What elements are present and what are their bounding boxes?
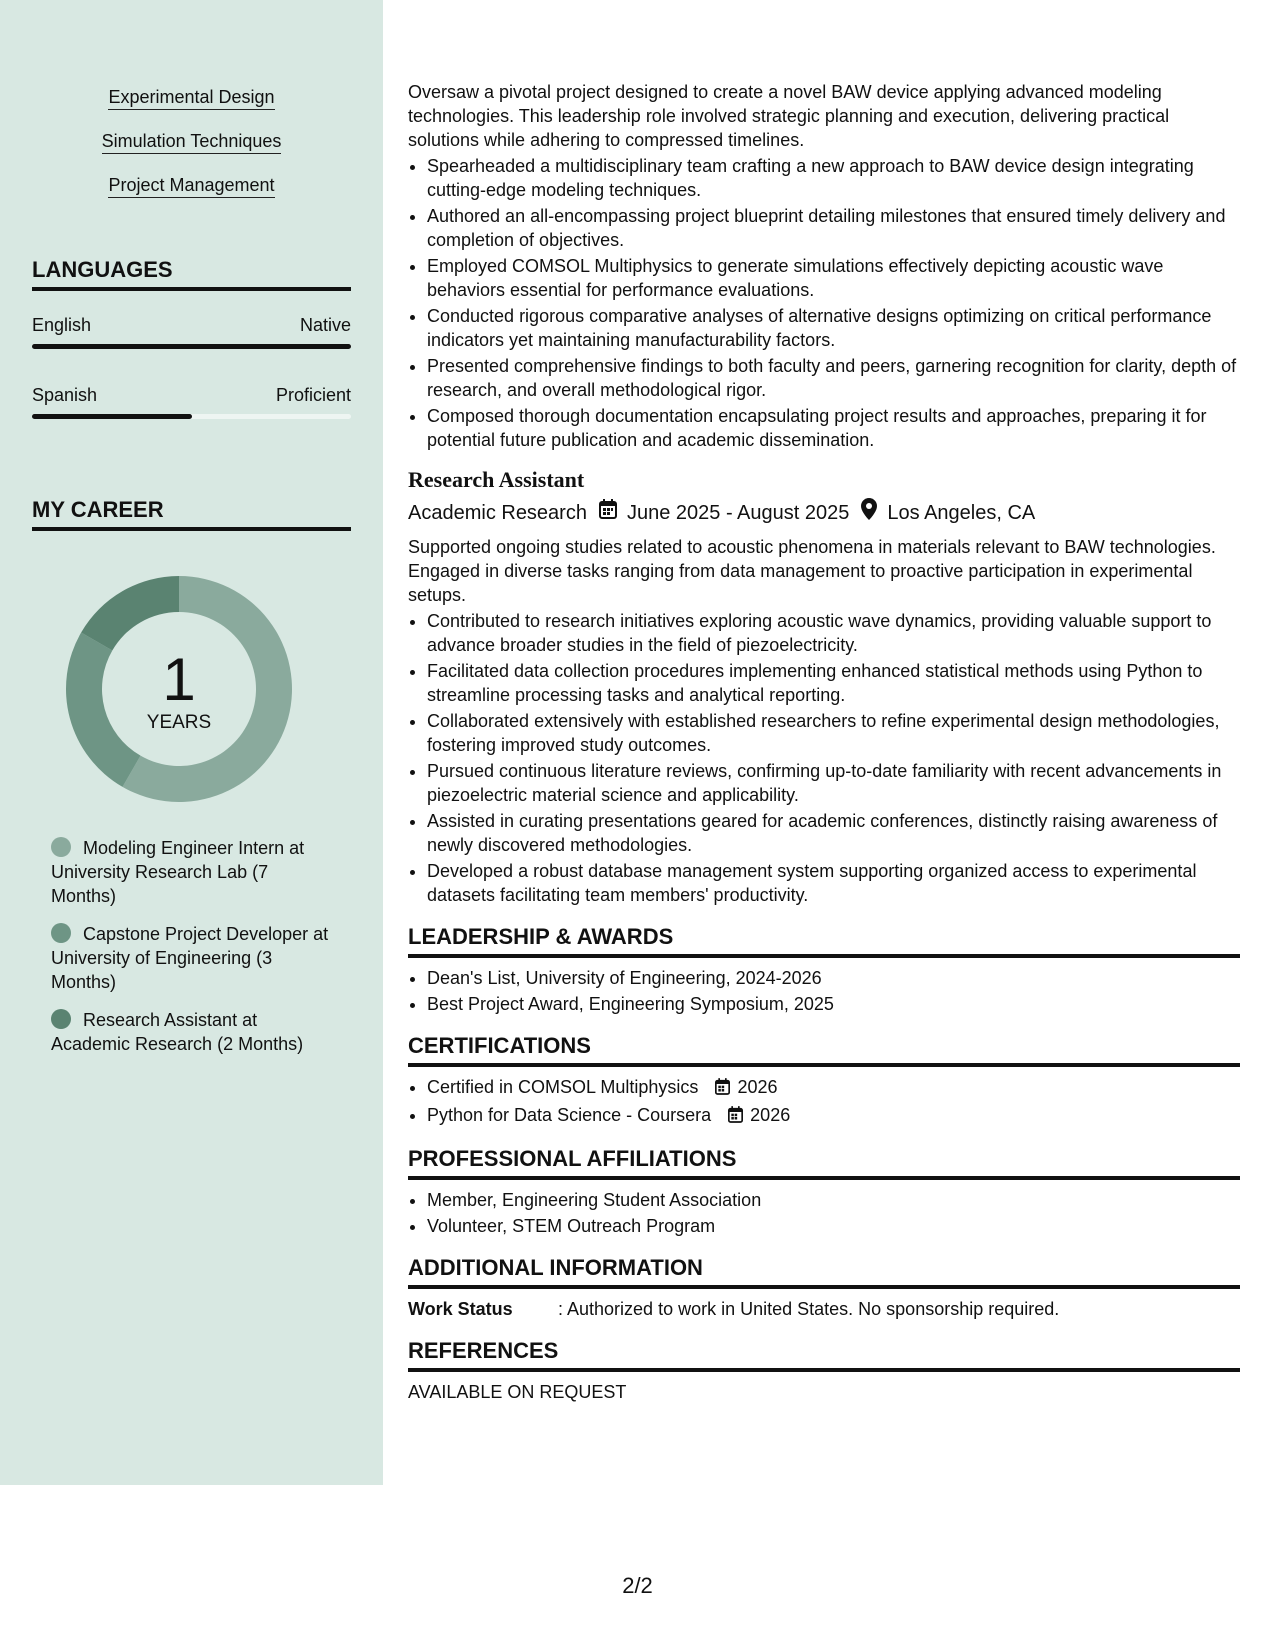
- legend-dot-icon: [51, 923, 71, 943]
- language-name: English: [32, 315, 92, 335]
- bullet-item: • Presented comprehensive findings to both faculty and peers, garnering recognition for clarity, depth of research, and overall methodological rigor.: [427, 354, 1240, 402]
- language-level: Native: [299, 315, 351, 335]
- references-heading: REFERENCES: [408, 1337, 1240, 1372]
- affiliations-list: [408, 1188, 1240, 1238]
- affiliation-item: • Volunteer, STEM Outreach Program: [427, 1214, 1240, 1238]
- career-legend-label: Capstone Project Developer at University of Engineering (3 Months): [51, 924, 329, 992]
- certification-year: 2026: [737, 1077, 778, 1097]
- legend-dot-icon: [51, 837, 71, 857]
- leadership-list: [408, 966, 1240, 1016]
- job-title: Research Assistant: [408, 467, 585, 492]
- location-pin-icon: [861, 498, 877, 527]
- affiliations-heading: PROFESSIONAL AFFILIATIONS: [408, 1145, 1240, 1180]
- award-item: • Dean's List, University of Engineering, 2024-2026: [427, 966, 1240, 990]
- references-text: AVAILABLE ON REQUEST: [408, 1382, 627, 1402]
- language-proficiency-bar: [32, 414, 351, 419]
- bullet-item: • Composed thorough documentation encapsulating project results and approaches, preparing it for potential future publication and academic dissemination.: [427, 404, 1240, 452]
- bullet-item: • Collaborated extensively with established researchers to refine experimental design methodologies, fostering improved study outcomes.: [427, 709, 1240, 757]
- career-legend-label: Modeling Engineer Intern at University Research Lab (7 Months): [51, 838, 305, 906]
- language-proficiency-bar: [32, 344, 351, 349]
- skill-item: Project Management: [108, 174, 274, 198]
- job-bullets: [408, 609, 1240, 907]
- career-heading: MY CAREER: [32, 496, 351, 531]
- bullet-item: • Facilitated data collection procedures implementing enhanced statistical methods using Python to streamline processing tasks and analytical reporting.: [427, 659, 1240, 707]
- page-number: 2/2: [622, 1573, 653, 1598]
- project-bullets: [408, 154, 1240, 452]
- donut-segment: [81, 576, 179, 651]
- job-dates: June 2025 - August 2025: [626, 501, 850, 524]
- certification-name: Certified in COMSOL Multiphysics: [427, 1077, 699, 1097]
- project-summary: Oversaw a pivotal project designed to create a novel BAW device applying advanced modeling technologies. This leadership role involved strategic planning and execution, delivering practical solutions while adhering to compressed timelines.: [408, 82, 1170, 150]
- affiliation-item: • Member, Engineering Student Association: [427, 1188, 1240, 1212]
- leadership-heading: LEADERSHIP & AWARDS: [408, 923, 1240, 958]
- career-legend: [51, 836, 331, 1070]
- language-level: Proficient: [275, 385, 351, 405]
- work-status-value: : Authorized to work in United States. No sponsorship required.: [558, 1299, 1060, 1319]
- legend-dot-icon: [51, 1009, 71, 1029]
- skill-item: Experimental Design: [108, 86, 274, 110]
- career-total-years: 1: [162, 646, 196, 713]
- certification-year: 2026: [750, 1105, 791, 1125]
- bullet-item: • Pursued continuous literature reviews, confirming up-to-date familiarity with recent advancements in piezoelectric material science and applicability.: [427, 759, 1240, 807]
- main-content: [408, 80, 1240, 1404]
- language-row: [32, 314, 351, 336]
- career-legend-item: [51, 922, 331, 994]
- certification-name: Python for Data Science - Coursera: [427, 1105, 712, 1125]
- bullet-item: • Conducted rigorous comparative analyses of alternative designs optimizing on critical performance indicators yet maintaining manufacturability factors.: [427, 304, 1240, 352]
- language-row: [32, 384, 351, 406]
- skills-list: [32, 86, 351, 218]
- career-legend-label: Research Assistant at Academic Research (2 Months): [51, 1010, 304, 1054]
- job-meta: [408, 498, 1240, 527]
- bullet-item: • Contributed to research initiatives exploring acoustic wave dynamics, providing valuable support to advance broader studies in the field of piezoelectricity.: [427, 609, 1240, 657]
- skill-item: Simulation Techniques: [102, 130, 282, 154]
- award-item: • Best Project Award, Engineering Symposium, 2025: [427, 992, 1240, 1016]
- language-proficiency-fill: [32, 414, 192, 419]
- career-years-label: YEARS: [146, 712, 212, 733]
- certifications-list: [408, 1075, 1240, 1129]
- bullet-item: • Developed a robust database management system supporting organized access to experimental datasets facilitating team members' productivity.: [427, 859, 1240, 907]
- language-name: Spanish: [32, 385, 98, 405]
- languages-heading: LANGUAGES: [32, 256, 351, 291]
- job-summary: Supported ongoing studies related to acoustic phenomena in materials relevant to BAW technologies. Engaged in diverse tasks ranging from data management to proactive participation in experimental setups.: [408, 537, 1216, 605]
- calendar-icon: [715, 1077, 730, 1101]
- work-status-row: [408, 1297, 1240, 1321]
- certification-item: [427, 1103, 1240, 1129]
- bullet-item: • Employed COMSOL Multiphysics to generate simulations effectively depicting acoustic wave behaviors essential for performance evaluations.: [427, 254, 1240, 302]
- job-location: Los Angeles, CA: [887, 501, 1036, 524]
- career-legend-item: [51, 1008, 331, 1056]
- bullet-item: • Spearheaded a multidisciplinary team crafting a new approach to BAW device design integrating cutting-edge modeling techniques.: [427, 154, 1240, 202]
- bullet-item: • Assisted in curating presentations geared for academic conferences, distinctly raising awareness of newly discovered methodologies.: [427, 809, 1240, 857]
- bullet-item: • Authored an all-encompassing project blueprint detailing milestones that ensured timely delivery and completion of objectives.: [427, 204, 1240, 252]
- certification-item: [427, 1075, 1240, 1101]
- sidebar: [0, 0, 383, 1485]
- additional-info-heading: ADDITIONAL INFORMATION: [408, 1254, 1240, 1289]
- language-proficiency-fill: [32, 344, 351, 349]
- job-company: Academic Research: [408, 501, 587, 524]
- work-status-label: Work Status: [408, 1299, 513, 1319]
- calendar-icon: [599, 499, 617, 526]
- career-donut-chart: [66, 576, 292, 802]
- certifications-heading: CERTIFICATIONS: [408, 1032, 1240, 1067]
- career-legend-item: [51, 836, 331, 908]
- calendar-icon: [728, 1105, 743, 1129]
